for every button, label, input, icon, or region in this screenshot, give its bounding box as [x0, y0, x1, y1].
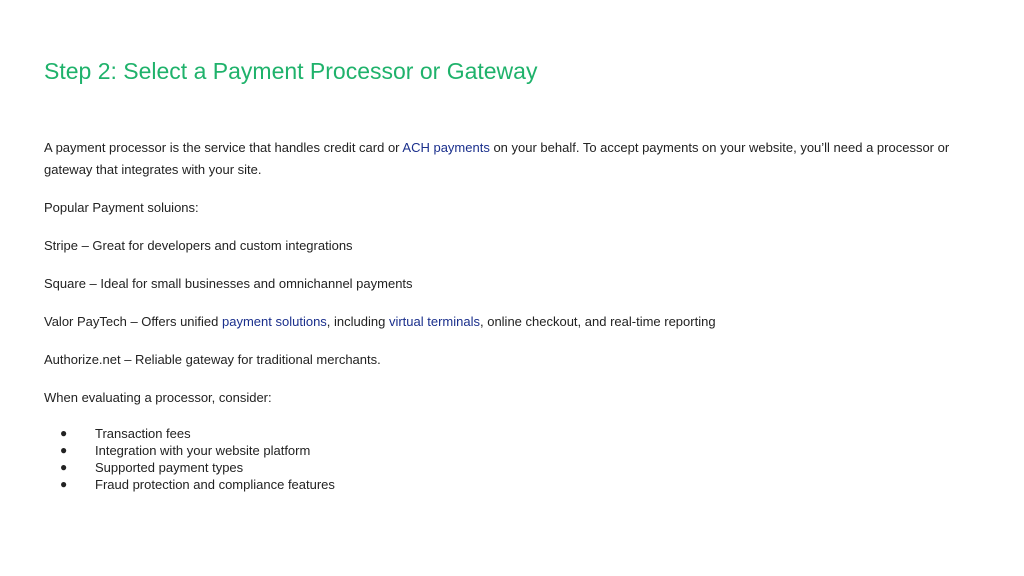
- bullet-icon: ●: [60, 477, 68, 491]
- slide-body: [44, 137, 984, 493]
- solution-authorize: Authorize.net – Reliable gateway for traditional merchants.: [44, 352, 381, 367]
- slide-title: Step 2: Select a Payment Processor or Gateway: [44, 58, 538, 84]
- list-item-label: Fraud protection and compliance features: [95, 477, 335, 492]
- intro-text-start: A payment processor is the service that handles credit card or: [44, 140, 403, 155]
- list-item: [44, 459, 984, 476]
- list-item: [44, 476, 984, 493]
- intro-paragraph: [44, 137, 984, 181]
- list-item-label: Supported payment types: [95, 460, 244, 475]
- bullet-icon: ●: [60, 426, 68, 440]
- valor-text-start: Valor PayTech – Offers unified: [44, 314, 223, 329]
- list-item: [44, 425, 984, 442]
- bullet-icon: ●: [60, 443, 68, 457]
- solution-square: Square – Ideal for small businesses and omnichannel payments: [44, 276, 413, 291]
- intro-text-end: on your behalf. To accept payments on your website, you’ll need a processor or gateway that integrates with your site.: [44, 140, 950, 177]
- list-item: [44, 442, 984, 459]
- list-item-label: Integration with your website platform: [95, 443, 311, 458]
- valor-text-end: , online checkout, and real-time reporting: [479, 314, 716, 329]
- solution-valor: [44, 311, 984, 333]
- popular-heading: Popular Payment soluions:: [44, 200, 199, 215]
- bullet-icon: ●: [60, 460, 68, 474]
- virtual-terminals-link[interactable]: virtual terminals: [388, 314, 480, 329]
- valor-text-middle: , including: [326, 314, 389, 329]
- list-item-label: Transaction fees: [95, 426, 191, 441]
- consider-heading: When evaluating a processor, consider:: [44, 390, 272, 405]
- considerations-list: [44, 425, 984, 493]
- payment-solutions-link[interactable]: payment solutions: [222, 314, 327, 329]
- solution-stripe: Stripe – Great for developers and custom integrations: [44, 238, 353, 253]
- ach-payments-link[interactable]: ACH payments: [402, 140, 490, 155]
